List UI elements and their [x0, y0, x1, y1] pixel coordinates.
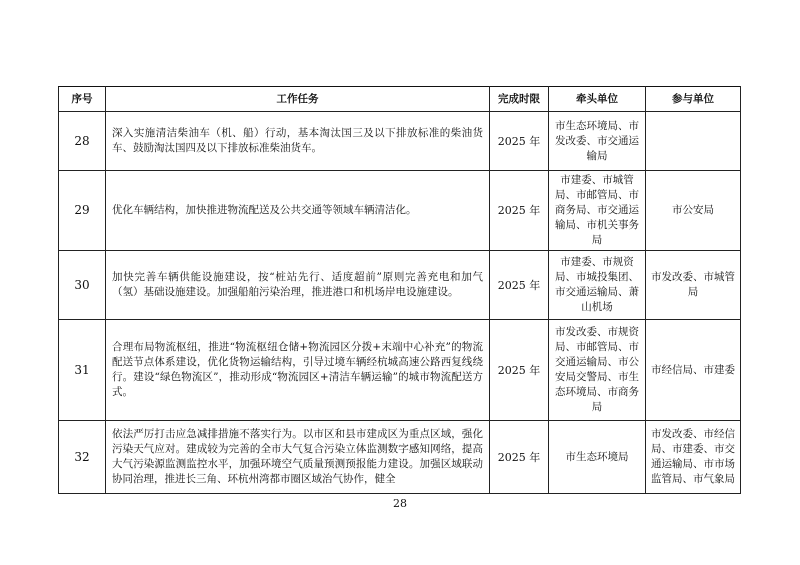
header-lead: 牵头单位: [549, 87, 646, 112]
row-lead-units: 市发改委、市规资局、市邮管局、市交通运输局、市公安局交警局、市生态环境局、市商务局: [549, 320, 646, 421]
table-row: [59, 320, 741, 421]
row-lead-units: 市建委、市城管局、市邮管局、市商务局、市交通运输局、市机关事务局: [549, 171, 646, 251]
header-part: 参与单位: [646, 87, 741, 112]
row-time: 2025 年: [490, 251, 549, 320]
row-participating-units: 市公安局: [646, 171, 741, 251]
table-row: [59, 421, 741, 494]
row-task: 加快完善车辆供能设施建设，按“桩站先行、适度超前”原则完善充电和加气（氢）基础设施建设。加强船舶污染治理，推进港口和机场岸电设施建设。: [106, 251, 490, 320]
row-participating-units: 市发改委、市经信局、市建委、市交通运输局、市市场监管局、市气象局: [646, 421, 741, 494]
row-participating-units: [646, 112, 741, 171]
row-task: 依法严厉打击应急减排措施不落实行为。以市区和县市建成区为重点区域，强化污染天气应对。建成较为完善的全市大气复合污染立体监测数字感知网络，提高大气污染源监测监控水平，加强环境空气质量预测预报能力建设。加强区域联动协同治理，推进长三角、环杭州湾都市圈区域治气协作，健全: [106, 421, 490, 494]
row-lead-units: 市生态环境局: [549, 421, 646, 494]
task-table: [58, 86, 741, 494]
row-time: 2025 年: [490, 112, 549, 171]
row-participating-units: 市发改委、市城管局: [646, 251, 741, 320]
row-number: 32: [59, 421, 106, 494]
row-time: 2025 年: [490, 171, 549, 251]
header-task: 工作任务: [106, 87, 490, 112]
row-time: 2025 年: [490, 320, 549, 421]
row-time: 2025 年: [490, 421, 549, 494]
table-header-row: [59, 87, 741, 112]
row-number: 28: [59, 112, 106, 171]
row-task: 深入实施清洁柴油车（机、船）行动，基本淘汰国三及以下排放标准的柴油货车、鼓励淘汰国四及以下排放标准柴油货车。: [106, 112, 490, 171]
row-task: 合理布局物流枢纽，推进“物流枢纽仓储+物流园区分拨+末端中心补充”的物流配送节点体系建设，优化货物运输结构，引导过境车辆经杭城高速公路西复线绕行。建设“绿色物流区”，推动形成“物流园区+清洁车辆运输”的城市物流配送方式。: [106, 320, 490, 421]
table-row: [59, 251, 741, 320]
row-lead-units: 市生态环境局、市发改委、市交通运输局: [549, 112, 646, 171]
table-row: [59, 112, 741, 171]
table-row: [59, 171, 741, 251]
row-lead-units: 市建委、市规资局、市城投集团、市交通运输局、萧山机场: [549, 251, 646, 320]
row-participating-units: 市经信局、市建委: [646, 320, 741, 421]
header-num: 序号: [59, 87, 106, 112]
row-number: 30: [59, 251, 106, 320]
row-number: 31: [59, 320, 106, 421]
row-number: 29: [59, 171, 106, 251]
page-number: 28: [393, 497, 407, 510]
header-time: 完成时限: [490, 87, 549, 112]
row-task: 优化车辆结构，加快推进物流配送及公共交通等领域车辆清洁化。: [106, 171, 490, 251]
